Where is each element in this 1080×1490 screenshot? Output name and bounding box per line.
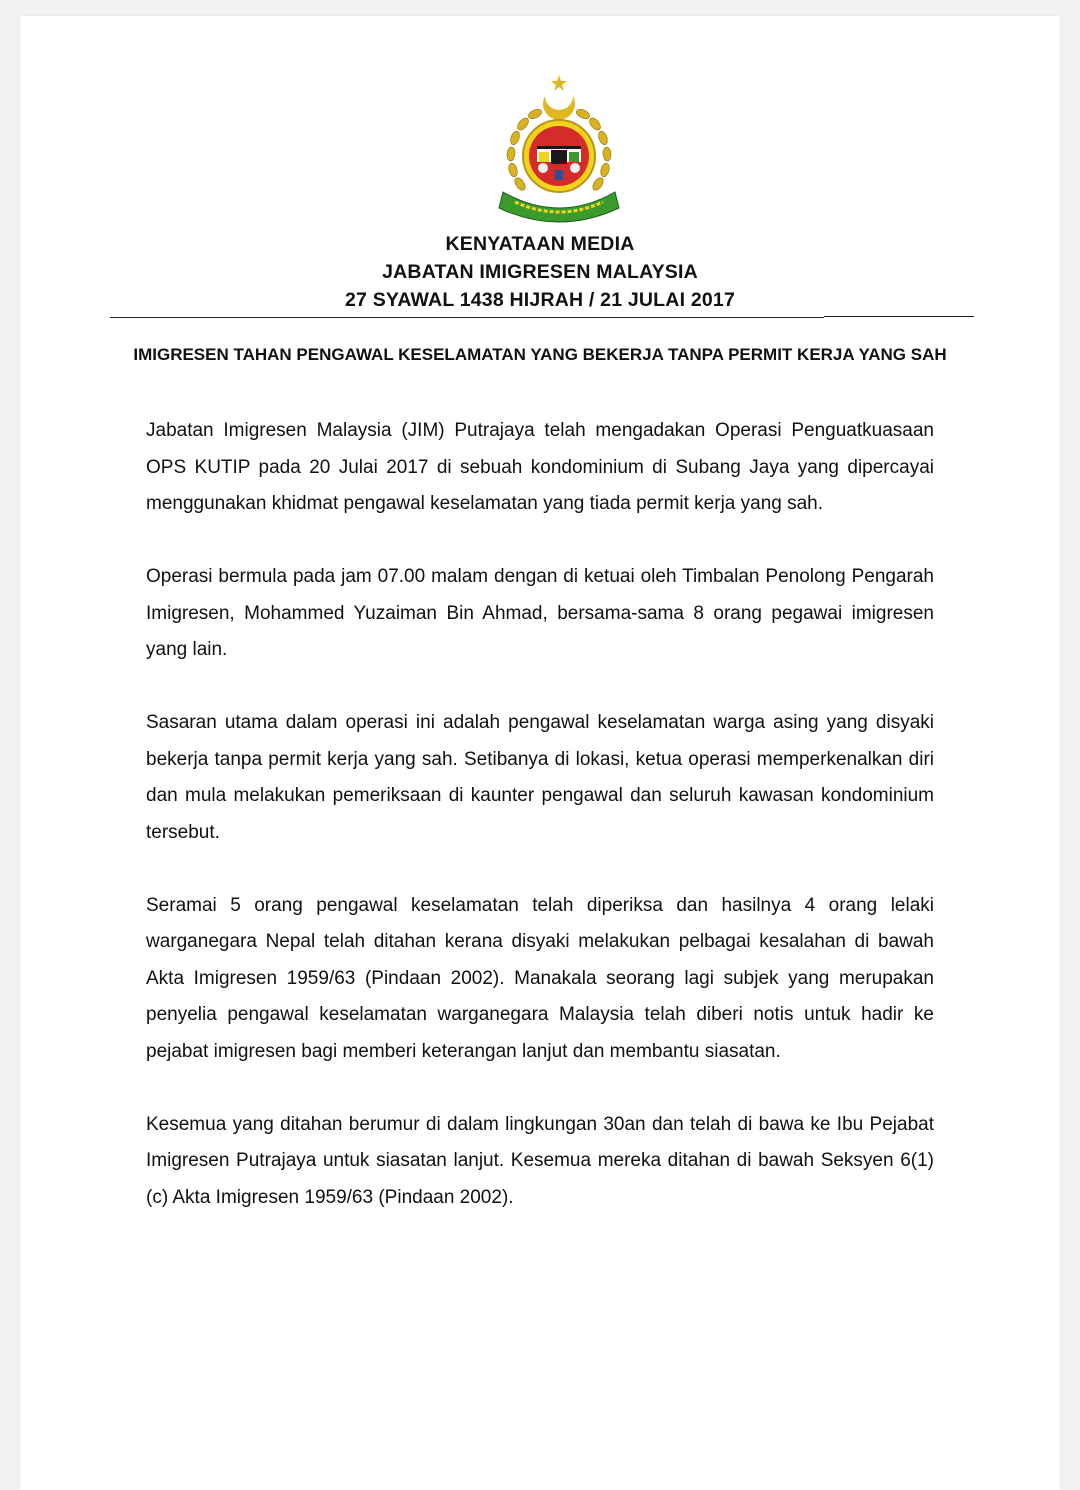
immigration-crest-icon: [493, 74, 625, 230]
paragraph: Kesemua yang ditahan berumur di dalam lingkungan 30an dan telah di bawa ke Ibu Pejabat Imigresen Putrajaya untuk siasatan lanjut. Kesemua mereka ditahan di bawah Seksyen 6(1)(c) Akta Imigresen 1959/63 (Pindaan 2002).: [146, 1113, 934, 1208]
paragraph: Sasaran utama dalam operasi ini adalah pengawal keselamatan warga asing yang disyaki bekerja tanpa permit kerja yang sah. Setibanya di lokasi, ketua operasi memperkenalkan diri dan mula melakukan pemeriksaan di kaunter pengawal dan seluruh kawasan kondominium tersebut.: [146, 712, 934, 843]
paragraph: Seramai 5 orang pengawal keselamatan telah diperiksa dan hasilnya 4 orang lelaki warganegara Nepal telah ditahan kerana disyaki melakukan pelbagai kesalahan di bawah Akta Imigresen 1959/63 (Pindaan 2002). Manakala seorang lagi subjek yang merupakan penyelia pengawal keselamatan warganegara Malaysia telah diberi notis untuk hadir ke pejabat imigresen bagi memberi keterangan lanjut dan membantu siasatan.: [146, 894, 934, 1062]
header-divider: [110, 317, 824, 318]
paragraph: Operasi bermula pada jam 07.00 malam dengan di ketuai oleh Timbalan Penolong Pengarah Imigresen, Mohammed Yuzaiman Bin Ahmad, bersama-sama 8 orang pegawai imigresen yang lain.: [146, 566, 934, 660]
masthead: [20, 230, 1060, 314]
header-divider-right: [824, 316, 974, 317]
masthead-date: 27 SYAWAL 1438 HIJRAH / 21 JULAI 2017: [344, 289, 735, 311]
press-release-headline: IMIGRESEN TAHAN PENGAWAL KESELAMATAN YANG BEKERJA TANPA PERMIT KERJA YANG SAH: [133, 345, 947, 364]
paragraph: Jabatan Imigresen Malaysia (JIM) Putrajaya telah mengadakan Operasi Penguatkuasaan OPS KUTIP pada 20 Julai 2017 di sebuah kondominium di Subang Jaya yang dipercayai menggunakan khidmat pengawal keselamatan yang tiada permit kerja yang sah.: [146, 420, 934, 514]
press-release-body: [146, 413, 934, 1253]
document-page: [20, 16, 1060, 1490]
masthead-department: JABATAN IMIGRESEN MALAYSIA: [382, 261, 698, 283]
masthead-title: KENYATAAN MEDIA: [445, 233, 635, 255]
